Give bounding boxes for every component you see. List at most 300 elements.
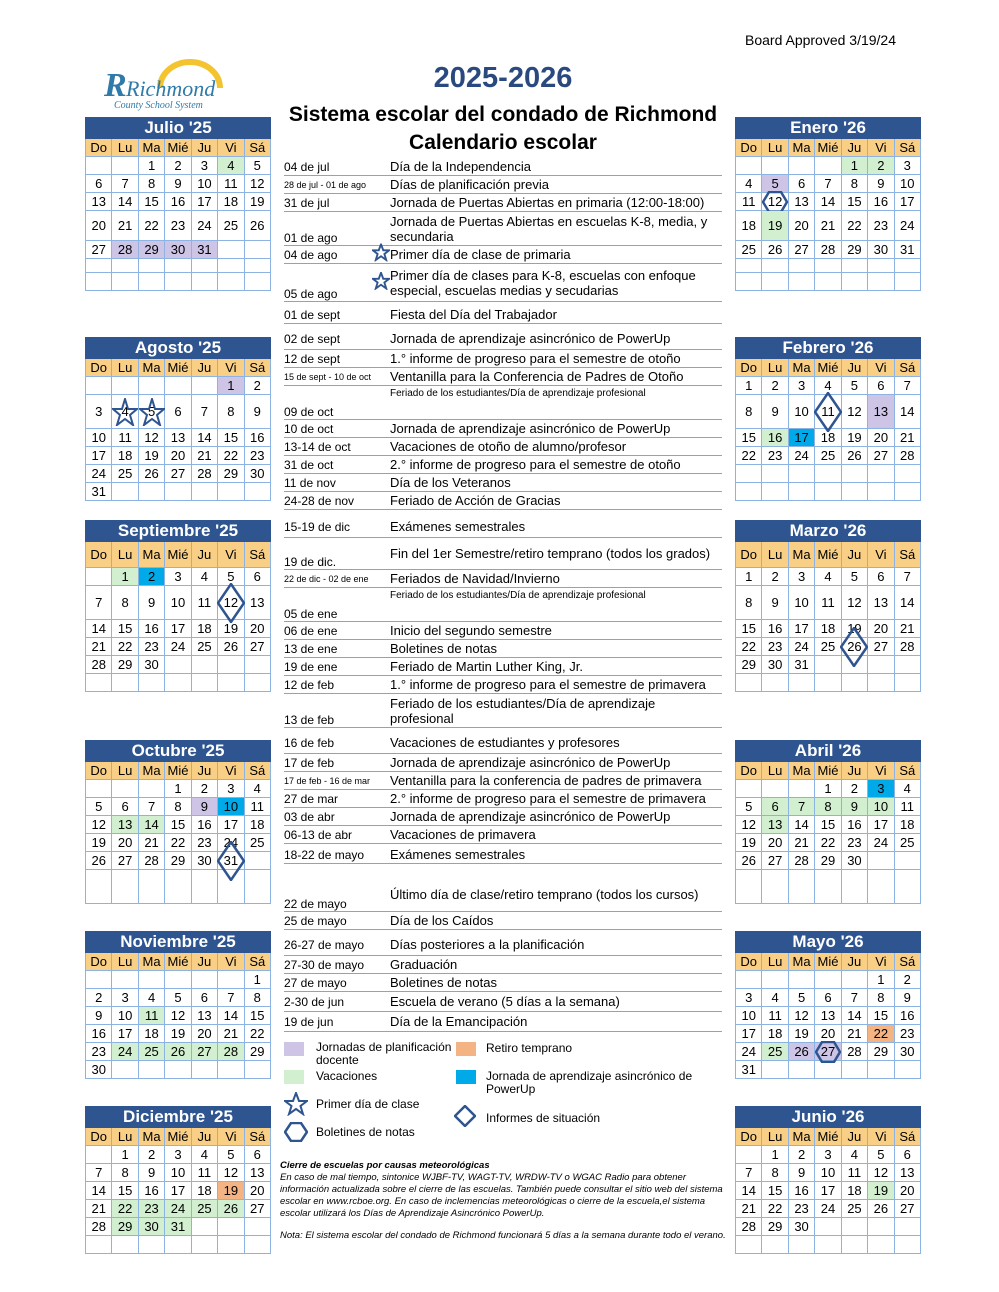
event-text: Vacaciones de otoño de alumno/profesor [390, 439, 627, 454]
day-cell [895, 241, 921, 259]
day-cell [868, 1007, 894, 1025]
day-number: 16 [767, 430, 783, 445]
day-cell [192, 816, 218, 834]
day-cell [736, 989, 762, 1007]
day-cell [218, 798, 244, 816]
day-cell [112, 656, 138, 674]
day-number: 12 [767, 194, 783, 209]
month-L-2 [85, 520, 271, 692]
day-number: 10 [170, 1165, 186, 1180]
day-cell [218, 989, 244, 1007]
month-R-4 [735, 931, 921, 1079]
event-text: Primer día de clase de primaria [390, 247, 571, 262]
day-cell [245, 211, 271, 241]
event-text: Día de la Independencia [390, 159, 531, 174]
day-number: 15 [117, 1183, 133, 1198]
day-cell [86, 870, 112, 904]
legend-planning: Jornadas de planificación docente [316, 1040, 452, 1067]
day-cell [112, 1164, 138, 1182]
event-date: 01 de ago [284, 231, 338, 245]
day-cell [842, 1200, 868, 1218]
day-number: 9 [903, 990, 911, 1005]
day-cell [165, 483, 191, 501]
day-cell [245, 1043, 271, 1061]
day-cell [86, 1146, 112, 1164]
event-row [284, 420, 722, 438]
day-cell [895, 1164, 921, 1182]
event-text: Exámenes semestrales [390, 519, 526, 534]
day-cell [789, 465, 815, 483]
event-date: 19 de jun [284, 1014, 334, 1029]
day-number: 4 [903, 781, 911, 796]
day-number: 11 [821, 404, 835, 419]
day-number: 27 [250, 1201, 265, 1216]
day-cell [218, 175, 244, 193]
day-cell [815, 157, 841, 175]
day-number: 30 [873, 242, 889, 257]
day-number: 25 [197, 1201, 212, 1216]
event-row [284, 492, 722, 510]
day-number: 14 [820, 194, 836, 209]
weekday-header: Ma [139, 1128, 165, 1146]
weekday-header: Sá [895, 953, 921, 971]
page-title: Sistema escolar del condado de Richmond [288, 103, 718, 126]
day-cell [895, 429, 921, 447]
day-cell [868, 568, 894, 586]
day-cell [165, 193, 191, 211]
day-number: 8 [745, 595, 753, 610]
day-number: 29 [117, 657, 133, 672]
day-number: 4 [200, 1147, 209, 1162]
day-cell [245, 193, 271, 211]
day-number: 22 [170, 835, 186, 850]
month-title: Septiembre '25 [85, 520, 271, 542]
event-text: Vacaciones de primavera [390, 827, 536, 842]
day-number: 23 [767, 448, 783, 463]
day-number: 4 [253, 781, 261, 796]
day-number: 3 [797, 569, 806, 584]
day-cell [736, 465, 762, 483]
day-cell [245, 1061, 271, 1079]
day-cell [736, 1043, 762, 1061]
day-number: 25 [820, 639, 836, 654]
weekday-header: Ma [139, 359, 165, 377]
event-date: 10 de oct [284, 421, 334, 436]
event-text: Vacaciones de estudiantes y profesores [390, 735, 620, 750]
day-cell [895, 989, 921, 1007]
day-number: 1 [174, 781, 182, 796]
weekday-header: Ma [789, 359, 815, 377]
weekday-header: Sá [245, 139, 271, 157]
event-date: 25 de mayo [284, 913, 347, 928]
day-cell [868, 1025, 894, 1043]
day-cell [815, 989, 841, 1007]
day-cell [245, 780, 271, 798]
day-cell [842, 568, 868, 586]
day-cell [86, 395, 112, 429]
day-number: 17 [197, 194, 212, 209]
day-cell [895, 1218, 921, 1236]
day-number: 7 [745, 1165, 753, 1180]
day-cell [815, 395, 841, 429]
day-number: 1 [824, 781, 832, 796]
event-row [284, 194, 722, 212]
day-number: 20 [873, 621, 889, 636]
day-cell [192, 241, 218, 259]
day-cell [895, 798, 921, 816]
day-number: 14 [741, 1183, 756, 1198]
weekday-header: Mié [165, 1128, 191, 1146]
event-row [284, 790, 722, 808]
day-cell [245, 241, 271, 259]
day-cell [86, 586, 112, 620]
day-number: 15 [741, 430, 756, 445]
day-cell [736, 852, 762, 870]
day-cell [762, 465, 788, 483]
day-number: 15 [847, 194, 862, 209]
day-number: 22 [767, 1201, 783, 1216]
day-cell [842, 1164, 868, 1182]
day-cell [868, 193, 894, 211]
day-number: 24 [741, 1044, 756, 1059]
month-grid [735, 1128, 921, 1254]
day-cell [139, 834, 165, 852]
day-number: 17 [91, 448, 106, 463]
day-cell [789, 241, 815, 259]
event-text: 2.° informe de progreso para el semestre de primavera [390, 791, 706, 806]
day-cell [789, 1025, 815, 1043]
richmond-logo [100, 58, 240, 114]
day-cell [815, 241, 841, 259]
logo-text: Richmond [126, 76, 216, 101]
month-title: Octubre '25 [85, 740, 271, 762]
weekday-header: Lu [112, 542, 138, 568]
event-date: 18-22 de mayo [284, 847, 365, 862]
day-cell [762, 989, 788, 1007]
day-cell [842, 852, 868, 870]
event-date: 28 de jul - 01 de ago [284, 179, 367, 190]
day-cell [868, 1200, 894, 1218]
day-number: 17 [900, 194, 915, 209]
day-number: 12 [223, 1165, 239, 1180]
event-text: Feriado de Martin Luther King, Jr. [390, 659, 583, 674]
month-grid [85, 1128, 271, 1254]
day-cell [762, 798, 788, 816]
day-cell [218, 211, 244, 241]
day-number: 17 [820, 1183, 836, 1198]
hexagon-icon [284, 1122, 308, 1142]
day-cell [895, 465, 921, 483]
day-cell [815, 971, 841, 989]
day-cell [139, 1146, 165, 1164]
day-cell [86, 241, 112, 259]
day-number: 14 [91, 1183, 106, 1198]
day-cell [218, 816, 244, 834]
event-text: Escuela de verano (5 días a la semana) [390, 994, 620, 1009]
day-number: 18 [117, 448, 133, 463]
day-cell [139, 971, 165, 989]
event-row [284, 658, 722, 676]
event-row [284, 264, 722, 302]
day-cell [192, 447, 218, 465]
event-text: Feriado de los estudiantes/Día de aprendizaje profesional [390, 388, 646, 399]
day-number: 11 [197, 595, 212, 610]
day-cell [139, 1218, 165, 1236]
day-cell [139, 1007, 165, 1025]
event-date: 2-30 de jun [284, 994, 345, 1009]
day-cell [86, 1043, 112, 1061]
day-number: 25 [250, 835, 265, 850]
legend-progress: Informes de situación [486, 1111, 601, 1125]
day-cell [868, 157, 894, 175]
day-number: 10 [117, 1008, 133, 1023]
event-date: 31 de oct [284, 457, 334, 472]
weekday-header: Lu [112, 139, 138, 157]
weekday-header: Vi [868, 139, 894, 157]
day-cell [762, 568, 788, 586]
day-cell [86, 780, 112, 798]
day-number: 26 [223, 1201, 239, 1216]
day-number: 4 [121, 404, 129, 419]
day-number: 12 [170, 1008, 186, 1023]
day-cell [112, 1146, 138, 1164]
weekday-header: Ju [192, 139, 218, 157]
day-number: 13 [117, 817, 133, 832]
weekday-header: Lu [762, 542, 788, 568]
day-number: 6 [253, 569, 261, 584]
event-text: Último día de clase/retiro temprano (todos los cursos) [390, 887, 699, 902]
day-number: 5 [253, 158, 261, 173]
event-text: Día de los Caídos [390, 913, 494, 928]
day-number: 26 [91, 853, 106, 868]
day-cell [762, 586, 788, 620]
day-cell [165, 1164, 191, 1182]
legend-first-day: Primer día de clase [316, 1097, 420, 1111]
day-number: 7 [227, 990, 235, 1005]
day-cell [86, 1025, 112, 1043]
day-number: 8 [253, 990, 261, 1005]
day-cell [86, 568, 112, 586]
legend-vacation-swatch [284, 1070, 304, 1084]
day-cell [245, 447, 271, 465]
day-number: 30 [144, 1219, 159, 1234]
day-cell [192, 1200, 218, 1218]
day-cell [868, 465, 894, 483]
logo-subtext: County School System [114, 100, 203, 111]
day-cell [815, 1182, 841, 1200]
day-cell [868, 1236, 894, 1254]
day-cell [192, 834, 218, 852]
day-cell [165, 852, 191, 870]
weekday-header: Ma [139, 953, 165, 971]
weekday-header: Lu [112, 762, 138, 780]
day-number: 3 [95, 404, 103, 419]
day-cell [736, 816, 762, 834]
weekday-header: Mié [165, 359, 191, 377]
day-cell [868, 211, 894, 241]
day-number: 30 [170, 242, 186, 257]
day-cell [736, 259, 762, 273]
day-cell [868, 798, 894, 816]
day-number: 1 [745, 569, 753, 584]
day-number: 13 [873, 404, 889, 419]
weekday-header: Ma [789, 542, 815, 568]
diamond-icon [454, 1105, 476, 1127]
legend-planning-swatch [284, 1042, 304, 1056]
month-R-3 [735, 740, 921, 904]
weekday-header: Vi [868, 1128, 894, 1146]
day-cell [139, 211, 165, 241]
day-cell [762, 175, 788, 193]
day-cell [789, 447, 815, 465]
event-date: 03 de abr [284, 809, 335, 824]
day-cell [139, 429, 165, 447]
weekday-header: Vi [868, 953, 894, 971]
day-cell [762, 1200, 788, 1218]
day-number: 28 [91, 657, 106, 672]
day-number: 9 [771, 595, 779, 610]
day-cell [192, 989, 218, 1007]
day-cell [789, 377, 815, 395]
day-number: 7 [850, 990, 859, 1005]
day-number: 11 [144, 1008, 159, 1023]
day-number: 17 [170, 1183, 186, 1198]
day-number: 13 [900, 1165, 915, 1180]
day-cell [218, 1025, 244, 1043]
day-cell [842, 395, 868, 429]
day-number: 3 [903, 158, 911, 173]
day-cell [112, 586, 138, 620]
day-cell [842, 447, 868, 465]
day-number: 21 [91, 639, 106, 654]
day-cell [895, 1043, 921, 1061]
weekday-header: Vi [218, 953, 244, 971]
day-cell [165, 638, 191, 656]
day-cell [218, 429, 244, 447]
day-cell [815, 1061, 841, 1079]
day-number: 22 [741, 448, 756, 463]
weekday-header: Sá [245, 359, 271, 377]
weekday-header: Sá [895, 542, 921, 568]
weekday-header: Ma [139, 762, 165, 780]
day-cell [895, 211, 921, 241]
day-cell [245, 157, 271, 175]
day-cell [895, 273, 921, 291]
day-cell [895, 395, 921, 429]
day-cell [736, 780, 762, 798]
day-number: 26 [873, 1201, 889, 1216]
day-cell [165, 241, 191, 259]
day-number: 25 [197, 639, 212, 654]
day-cell [762, 395, 788, 429]
day-cell [789, 638, 815, 656]
day-number: 16 [900, 1008, 915, 1023]
day-number: 21 [223, 1026, 239, 1041]
day-number: 21 [847, 1026, 862, 1041]
day-cell [736, 870, 762, 904]
day-cell [815, 1025, 841, 1043]
day-cell [86, 1182, 112, 1200]
weekday-header: Do [86, 359, 112, 377]
day-cell [139, 377, 165, 395]
day-cell [86, 447, 112, 465]
event-row [284, 516, 722, 538]
day-number: 17 [873, 817, 889, 832]
day-cell [895, 259, 921, 273]
day-cell [86, 1218, 112, 1236]
day-cell [165, 656, 191, 674]
day-number: 18 [767, 1026, 783, 1041]
day-cell [868, 273, 894, 291]
day-cell [245, 1236, 271, 1254]
day-cell [86, 971, 112, 989]
day-cell [868, 586, 894, 620]
day-number: 9 [174, 176, 182, 191]
day-cell [245, 638, 271, 656]
day-cell [218, 638, 244, 656]
day-cell [245, 1146, 271, 1164]
day-cell [842, 870, 868, 904]
day-number: 21 [900, 430, 915, 445]
day-cell [789, 798, 815, 816]
day-number: 7 [797, 799, 806, 814]
event-text: Jornada de Puertas Abiertas en primaria (12:00-18:00) [390, 195, 705, 210]
day-cell [868, 259, 894, 273]
weekday-header: Mié [165, 953, 191, 971]
day-number: 16 [91, 1026, 106, 1041]
day-number: 27 [873, 639, 889, 654]
day-number: 8 [121, 595, 129, 610]
day-number: 1 [877, 972, 885, 987]
day-cell [736, 1007, 762, 1025]
day-cell [112, 157, 138, 175]
weekday-header: Do [736, 542, 762, 568]
day-number: 28 [900, 639, 915, 654]
day-number: 21 [144, 835, 159, 850]
day-cell [868, 1146, 894, 1164]
day-cell [245, 1218, 271, 1236]
day-cell [736, 568, 762, 586]
weather-text: En caso de mal tiempo, sintonice WJBF-TV, WAGT-TV, WRDW-TV o WGAC Radio para obtener información actualizada sobre el cierre de las escuelas. También puede consultar el sitio web del sistema escolar en www.rcboe.org. En caso de inclemencias meteorológicas o cierre de la escuela,el sistema escolar utilizará los Días de Aprendizaje Asincrónico PowerUp. [280, 1172, 723, 1219]
day-cell [736, 395, 762, 429]
day-cell [762, 674, 788, 692]
event-date: 01 de sept [284, 307, 341, 322]
weekday-header: Vi [868, 542, 894, 568]
day-number: 26 [794, 1044, 809, 1059]
day-number: 14 [900, 404, 915, 419]
day-number: 2 [200, 781, 209, 796]
day-number: 4 [824, 569, 832, 584]
day-number: 7 [95, 595, 103, 610]
day-cell [218, 241, 244, 259]
event-date: 05 de ago [284, 287, 338, 301]
day-cell [192, 395, 218, 429]
event-date: 22 de dic - 02 de ene [284, 573, 369, 584]
day-number: 1 [745, 378, 753, 393]
day-number: 14 [91, 621, 106, 636]
legend-vacation: Vacaciones [316, 1069, 378, 1083]
day-cell [245, 620, 271, 638]
weekday-header: Sá [895, 762, 921, 780]
day-cell [245, 834, 271, 852]
day-cell [736, 674, 762, 692]
event-text: Inicio del segundo semestre [390, 623, 552, 638]
day-number: 19 [847, 621, 862, 636]
day-cell [762, 816, 788, 834]
event-row [284, 588, 722, 622]
day-number: 12 [741, 817, 756, 832]
event-date: 11 de nov [284, 475, 336, 490]
